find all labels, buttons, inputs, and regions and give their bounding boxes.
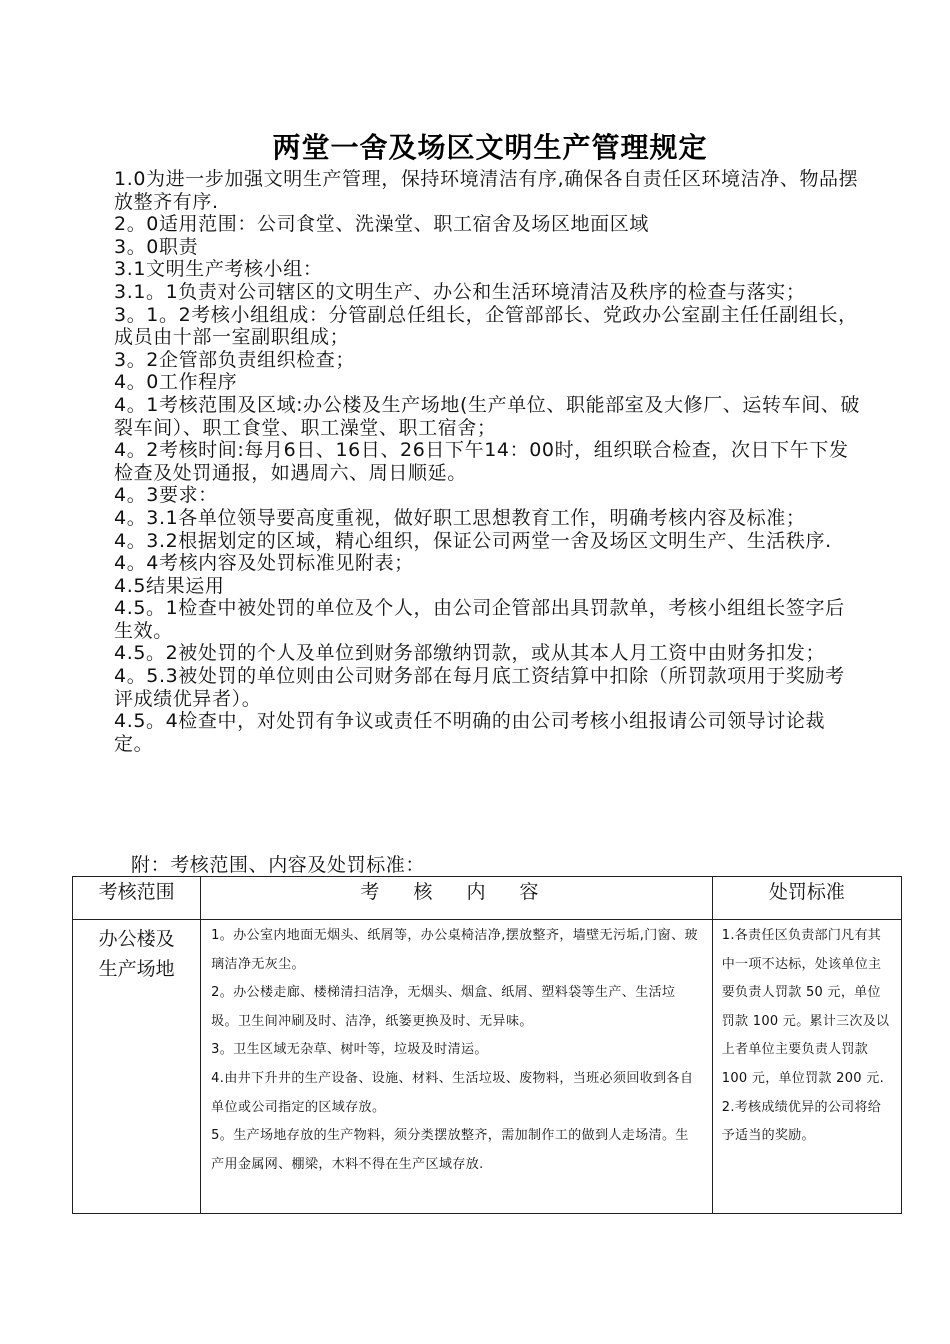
document-body [114,168,864,755]
paragraph-4-5-1: 4.5。1检查中被处罚的单位及个人，由公司企管部出具罚款单，考核小组组长签字后生效。 [114,597,845,642]
paragraph-4-5-4: 4.5。4检查中，对处罚有争议或责任不明确的由公司考核小组报请公司领导讨论裁定。 [114,710,826,755]
paragraph-3-0: 3。0职责 [114,235,199,258]
paragraph-4-5: 4.5结果运用 [114,574,225,597]
paragraph-4-3: 4。3要求： [114,484,218,507]
paragraph-4-4: 4。4考核内容及处罚标准见附表； [114,552,414,575]
header-penalty: 处罚标准 [712,877,901,920]
penalty-item-2: 2.考核成绩优异的公司将给予适当的奖励。 [721,1099,882,1144]
paragraph-4-1: 4。1考核范围及区域:办公楼及生产场地(生产单位、职能部室及大修厂、运转车间、破裂车间）、职工食堂、职工澡堂、职工宿舍； [114,393,860,439]
paragraph-2-0: 2。0适用范围：公司食堂、洗澡堂、职工宿舍及场区地面区域 [114,213,649,236]
content-item-4: 4.由井下升井的生产设备、设施、材料、生活垃圾、废物料，当班必须回收到各自单位或公司指定的区域存放。 [211,1070,694,1115]
paragraph-3-2: 3。2企管部负责组织检查； [114,348,355,371]
content-item-1: 1。办公室内地面无烟头、纸屑等，办公桌椅洁净,摆放整齐，墙壁无污垢,门窗、玻璃洁净无灰尘。 [211,928,698,972]
paragraph-4-0: 4。0工作程序 [114,371,238,394]
paragraph-4-2: 4。2考核时间:每月6日、16日、26日下午14：00时，组织联合检查，次日下午下发检查及处罚通报，如遇周六、周日顺延。 [114,439,849,484]
penalty-item-1: 1.各责任区负责部门凡有其中一项不达标，处该单位主要负责人罚款 50 元，单位罚款 100 元。累计三次及以上者单位主要负责人罚款100 元，单位罚款 200 元. [721,928,890,1086]
paragraph-1-0: 1.0为进一步加强文明生产管理，保持环境清洁有序,确保各自责任区环境洁净、物品摆放整齐有序. [114,168,859,213]
document-title: 两堂一舍及场区文明生产管理规定 [272,131,708,164]
header-scope: 考核范围 [73,877,201,920]
scope-line: 生产场地 [98,958,175,980]
paragraph-3-1-2: 3。1。2考核小组组成：分管副总任组长，企管部部长、党政办公室副主任任副组长，成员由十部一室副职组成； [114,303,858,349]
scope-cell [73,920,201,1214]
paragraph-4-3-2: 4。3.2根据划定的区域，精心组织，保证公司两堂一舍及场区文明生产、生活秩序. [114,529,832,552]
penalty-cell [712,920,901,1214]
paragraph-4-3-1: 4。3.1各单位领导要高度重视，做好职工思想教育工作，明确考核内容及标准； [114,506,806,529]
content-cell [201,920,713,1214]
header-content: 考 核 内 容 [201,877,713,920]
content-item-2: 2。办公楼走廊、楼梯清扫洁净，无烟头、烟盒、纸屑、塑料袋等生产、生活垃圾。卫生间冲刷及时、洁净，纸篓更换及时、无异味。 [211,985,676,1029]
assessment-table [72,876,902,1214]
content-item-3: 3。卫生区域无杂草、树叶等，垃圾及时清运。 [211,1042,488,1058]
appendix-label: 附：考核范围、内容及处罚标准： [131,854,426,876]
paragraph-4-5-2: 4.5。2被处罚的个人及单位到财务部缴纳罚款，或从其本人月工资中由财务扣发； [114,642,826,665]
paragraph-3-1-1: 3.1。1负责对公司辖区的文明生产、办公和生活环境清洁及秩序的检查与落实； [114,280,806,303]
content-item-5: 5。生产场地存放的生产物料，须分类摆放整齐，需加制作工的做到人走场清。生产用金属网、棚梁，木料不得在生产区域存放. [211,1128,689,1172]
paragraph-4-5-3: 4。5.3被处罚的单位则由公司财务部在每月底工资结算中扣除（所罚款项用于奖励考评成绩优异者）。 [114,665,845,710]
scope-line: 办公楼及 [98,928,175,950]
table-header-row [73,877,902,920]
table-row [73,920,902,1214]
paragraph-3-1: 3.1文明生产考核小组： [114,258,323,281]
